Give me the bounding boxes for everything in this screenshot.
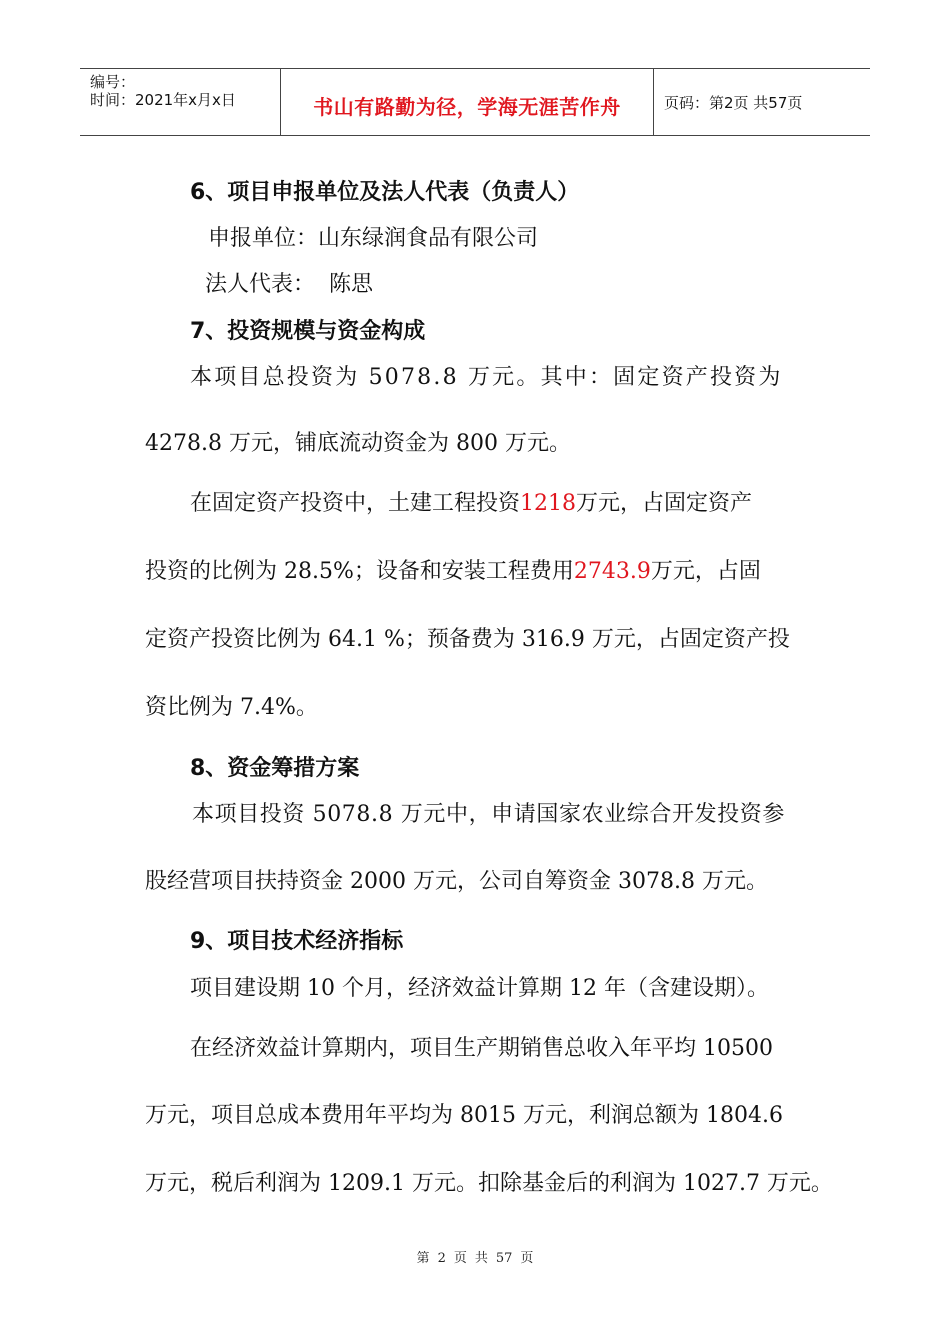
- header-left-cell: [80, 69, 281, 135]
- equipment-installation-value: 2743.9: [573, 559, 651, 584]
- financing-line-2: 股经营项目扶持资金 2000 万元，公司自筹资金 3078.8 万元。: [145, 869, 768, 894]
- footer-total-pages: 57: [495, 1251, 513, 1266]
- fixed-asset-paragraph-line-3: 定资产投资比例为 64.1 %；预备费为 316.9 万元，占固定资产投: [145, 627, 790, 652]
- investment-paragraph-line-2: 4278.8 万元，铺底流动资金为 800 万元。: [145, 431, 571, 456]
- section-8-heading: 8、资金筹措方案: [190, 756, 360, 781]
- indicators-line-2: 在经济效益计算期内，项目生产期销售总收入年平均 10500: [190, 1036, 773, 1061]
- document-time-label: 时间：2021年x月x日: [90, 91, 236, 109]
- fixed-asset-text-1a: 在固定资产投资中，土建工程投资: [190, 491, 521, 516]
- fixed-asset-text-2a: 投资的比例为 28.5%；设备和安装工程费用: [145, 559, 574, 584]
- fixed-asset-paragraph-line-1: [190, 490, 752, 518]
- header-right-cell: [654, 69, 870, 135]
- investment-paragraph-line-1: 本项目总投资为 5078.8 万元。其中：固定资产投资为: [190, 365, 783, 390]
- footer-di: 第: [416, 1251, 430, 1266]
- civil-engineering-value: 1218: [520, 491, 577, 516]
- header-motto: 书山有路勤为径，学海无涯苦作舟: [313, 95, 621, 119]
- legal-representative-line: [205, 271, 373, 299]
- fixed-asset-text-2b: 万元，占固: [650, 559, 761, 584]
- footer-gong: 共: [474, 1251, 488, 1266]
- indicators-line-1: 项目建设期 10 个月，经济效益计算期 12 年（含建设期）。: [190, 976, 769, 1001]
- applicant-unit-line: 申报单位：山东绿润食品有限公司: [208, 226, 539, 251]
- section-7-heading: 7、投资规模与资金构成: [190, 319, 426, 344]
- footer-ye-2: 页: [520, 1251, 534, 1266]
- header-motto-cell: [281, 69, 654, 135]
- indicators-line-3: 万元，项目总成本费用年平均为 8015 万元，利润总额为 1804.6: [145, 1103, 783, 1128]
- fixed-asset-paragraph-line-2: [145, 558, 761, 586]
- legal-representative-name: 陈思: [329, 272, 374, 297]
- section-6-heading: 6、项目申报单位及法人代表（负责人）: [190, 180, 580, 205]
- page-footer: [0, 1247, 950, 1266]
- section-9-heading: 9、项目技术经济指标: [190, 929, 404, 954]
- footer-ye: 页: [453, 1251, 467, 1266]
- header-page-label: 页码：第2页 共57页: [664, 94, 803, 112]
- fixed-asset-paragraph-line-4: 资比例为 7.4%。: [145, 695, 318, 720]
- page-header: [80, 68, 870, 136]
- document-number-label: 编号：: [90, 73, 136, 91]
- financing-line-1: 本项目投资 5078.8 万元中，申请国家农业综合开发投资参: [192, 802, 785, 827]
- fixed-asset-text-1b: 万元，占固定资产: [576, 491, 753, 516]
- legal-representative-label: 法人代表：: [205, 272, 316, 297]
- indicators-line-4: 万元，税后利润为 1209.1 万元。扣除基金后的利润为 1027.7 万元。: [145, 1171, 833, 1196]
- footer-page-number: 2: [437, 1251, 446, 1266]
